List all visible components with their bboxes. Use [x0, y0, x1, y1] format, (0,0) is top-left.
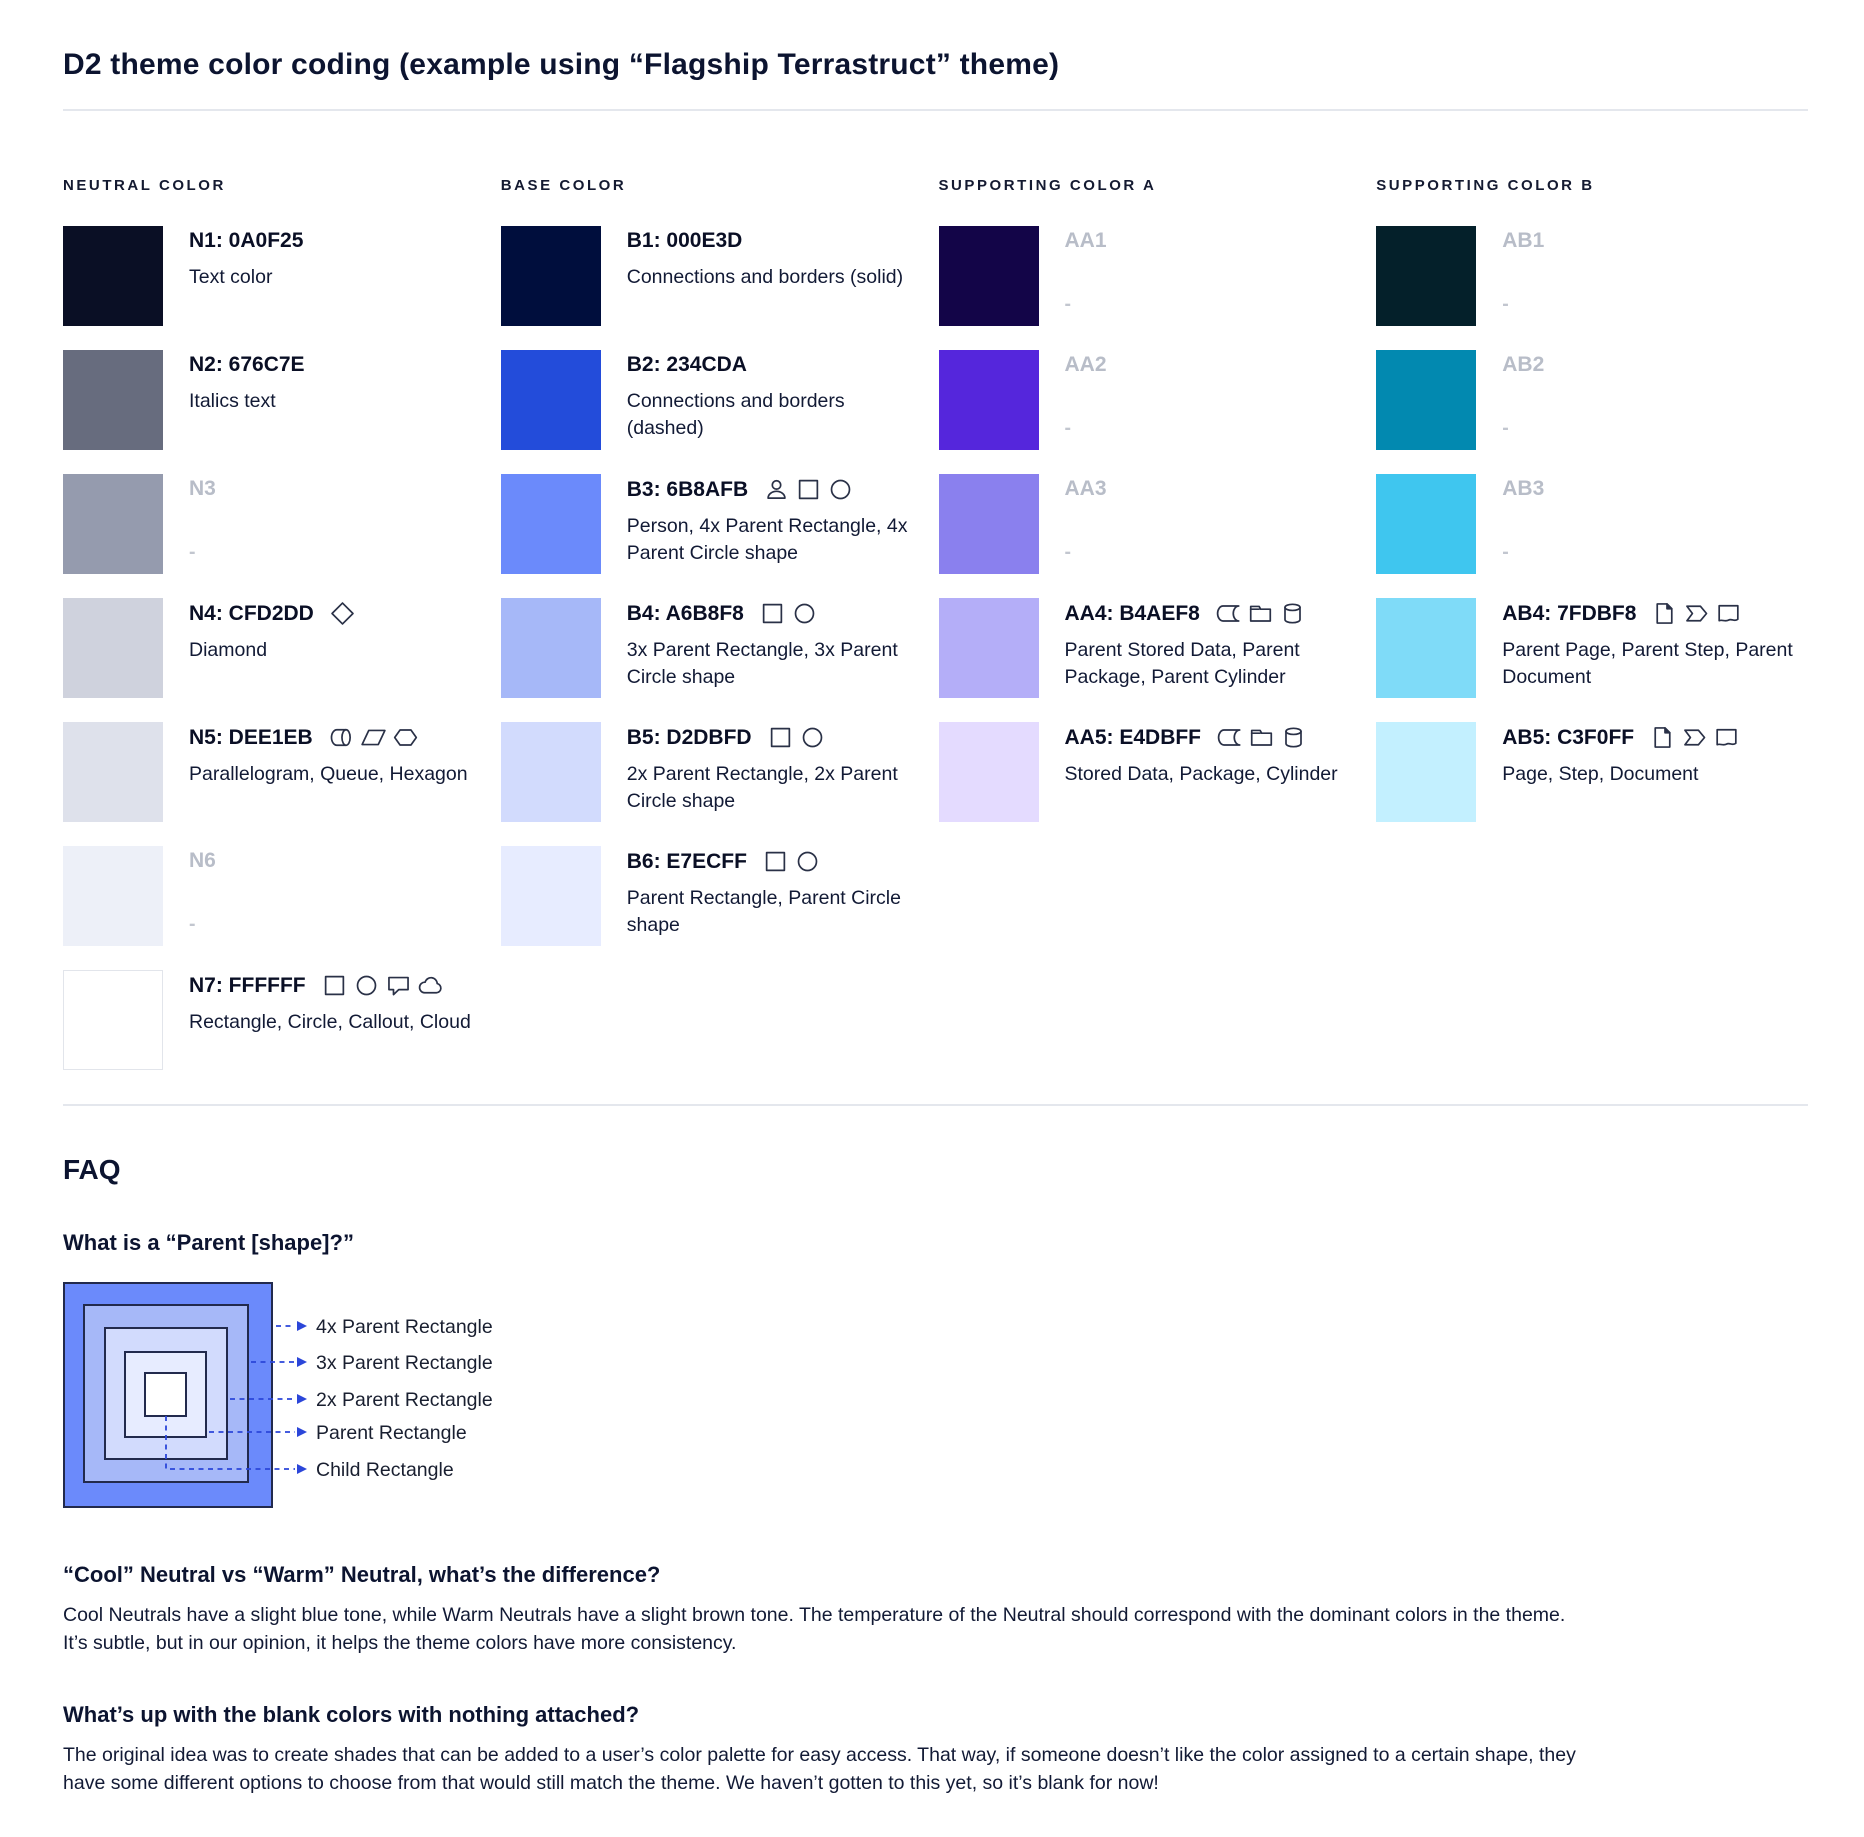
color-swatch: [501, 598, 601, 698]
color-title: B2: 234CDA: [626, 353, 747, 376]
faq-question-cool-vs-warm: “Cool” Neutral vs “Warm” Neutral, what’s the difference?: [63, 1562, 661, 1587]
step-icon: [1684, 601, 1709, 626]
color-row: [501, 722, 933, 822]
color-title: N3: [189, 477, 216, 500]
color-row-text: [189, 598, 355, 698]
faq-answer-cool-vs-warm: Cool Neutrals have a slight blue tone, while Warm Neutrals have a slight brown tone. The temperature of the Neutral should correspond with the dominant colors in the theme. It’s subtle, but in our opinion, it helps the theme colors have more consistency.: [63, 1604, 1566, 1655]
parallelogram-icon: [361, 725, 386, 750]
color-desc: Person, 4x Parent Rectangle, 4x Parent Circle shape: [626, 515, 908, 565]
icon-row: [322, 973, 443, 998]
column-heading: SUPPORTING COLOR B: [1376, 177, 1595, 194]
color-desc: Rectangle, Circle, Callout, Cloud: [189, 1011, 471, 1033]
color-desc: -: [1064, 417, 1071, 439]
color-row-text: [1502, 226, 1560, 326]
color-row: [939, 722, 1371, 822]
color-row-text: [627, 598, 927, 698]
column-heading: BASE COLOR: [500, 177, 627, 194]
palette-grid: [63, 177, 1808, 1094]
color-desc: Parallelogram, Queue, Hexagon: [189, 763, 468, 785]
cylinder-icon: [1280, 601, 1305, 626]
color-swatch: [501, 846, 601, 946]
color-row: [939, 226, 1371, 326]
color-title: AB2: [1502, 353, 1545, 376]
color-desc: Parent Page, Parent Step, Parent Document: [1502, 639, 1793, 689]
color-desc: Text color: [189, 266, 273, 288]
palette-column: [501, 177, 933, 1094]
color-title: B5: D2DBFD: [626, 725, 752, 749]
color-row: [63, 474, 495, 574]
color-row: [63, 350, 495, 450]
icon-row: [760, 601, 817, 626]
color-row-text: [189, 722, 468, 822]
color-row-text: [627, 226, 903, 326]
color-desc: Parent Stored Data, Parent Package, Parent Cylinder: [1064, 639, 1300, 689]
color-row-text: [627, 350, 927, 450]
color-swatch: [63, 226, 163, 326]
color-swatch: [63, 350, 163, 450]
nested-rectangles-figure: [63, 1282, 543, 1518]
color-row-text: [189, 970, 471, 1070]
color-desc: Connections and borders (dashed): [626, 390, 845, 440]
column-items: [1376, 226, 1808, 822]
color-desc: -: [1502, 541, 1509, 563]
diagram-label: 2x Parent Rectangle: [316, 1389, 493, 1411]
color-title: B1: 000E3D: [626, 229, 743, 252]
color-desc: 3x Parent Rectangle, 3x Parent Circle shape: [626, 639, 898, 689]
diagram-label: Child Rectangle: [316, 1459, 454, 1481]
color-row: [501, 474, 933, 574]
cloud-icon: [418, 973, 443, 998]
color-row: [1376, 226, 1808, 326]
color-title: B3: 6B8AFB: [626, 477, 749, 501]
color-swatch: [63, 846, 163, 946]
color-title: AA4: B4AEF8: [1064, 601, 1200, 625]
circle-icon: [792, 601, 817, 626]
faq-question-blank-colors: What’s up with the blank colors with nothing attached?: [63, 1701, 640, 1727]
color-row: [501, 226, 933, 326]
color-row-text: [1065, 598, 1365, 698]
package-icon: [1248, 601, 1273, 626]
palette-column: [63, 177, 495, 1094]
color-row-text: [1065, 226, 1123, 326]
rectangle-icon: [796, 477, 821, 502]
column-heading: SUPPORTING COLOR A: [938, 177, 1157, 194]
color-row-text: [189, 474, 232, 574]
icon-row: [764, 477, 853, 502]
palette-column: [1376, 177, 1808, 1094]
color-desc: -: [1064, 293, 1071, 315]
color-row: [939, 474, 1371, 574]
diagram-label: Parent Rectangle: [316, 1422, 467, 1444]
person-icon: [764, 477, 789, 502]
rectangle-icon: [768, 725, 793, 750]
divider: [63, 1104, 1808, 1106]
color-row-text: [1502, 598, 1802, 698]
icon-row: [763, 849, 820, 874]
column-items: [939, 226, 1371, 822]
color-row: [63, 846, 495, 946]
color-title: N5: DEE1EB: [189, 725, 313, 749]
color-row-text: [1502, 474, 1560, 574]
cylinder-icon: [1281, 725, 1306, 750]
color-swatch: [1376, 226, 1476, 326]
color-title: AB4: 7FDBF8: [1502, 601, 1637, 625]
color-desc: -: [1502, 293, 1509, 315]
icon-row: [1217, 725, 1306, 750]
color-row-text: [1502, 722, 1739, 822]
diagram-label: 3x Parent Rectangle: [316, 1352, 493, 1374]
color-row: [63, 226, 495, 326]
rectangle-icon: [763, 849, 788, 874]
color-row: [1376, 722, 1808, 822]
color-row: [939, 350, 1371, 450]
color-desc: Page, Step, Document: [1502, 763, 1699, 785]
color-row-text: [627, 474, 927, 574]
color-title: AA1: [1064, 229, 1107, 252]
color-row-text: [189, 226, 319, 326]
color-row-text: [1065, 350, 1123, 450]
color-swatch: [1376, 598, 1476, 698]
color-swatch: [63, 722, 163, 822]
color-title: N7: FFFFFF: [189, 973, 306, 997]
page-icon: [1652, 601, 1677, 626]
color-title: N1: 0A0F25: [189, 229, 304, 252]
color-title: AA2: [1064, 353, 1107, 376]
color-desc: Parent Rectangle, Parent Circle shape: [626, 887, 901, 937]
color-title: B6: E7ECFF: [626, 849, 747, 873]
color-title: AA3: [1064, 477, 1107, 500]
faq-answer-blank-colors: The original idea was to create shades that can be added to a user’s color palette for easy access. That way, if someone doesn’t like the color assigned to a certain shape, they have some different options to choose from that would still match the theme. We haven’t gotten to this yet, so it’s blank for now!: [63, 1743, 1576, 1794]
rectangle-icon: [322, 973, 347, 998]
circle-icon: [795, 849, 820, 874]
diamond-icon: [330, 601, 355, 626]
queue-icon: [329, 725, 354, 750]
faq-heading: FAQ: [63, 1154, 121, 1185]
color-title: N4: CFD2DD: [189, 601, 314, 625]
color-row-text: [1065, 722, 1338, 822]
rectangle-icon: [760, 601, 785, 626]
faq-question-parent-shape: What is a “Parent [shape]?”: [63, 1230, 354, 1255]
color-title: AA5: E4DBFF: [1064, 725, 1202, 749]
page-icon: [1650, 725, 1675, 750]
color-swatch: [501, 226, 601, 326]
divider: [63, 109, 1808, 111]
color-swatch: [63, 474, 163, 574]
color-row: [63, 970, 495, 1070]
color-desc: Connections and borders (solid): [626, 266, 904, 288]
color-swatch: [63, 970, 163, 1070]
icon-row: [1650, 725, 1739, 750]
color-title: N6: [189, 849, 216, 872]
color-desc: -: [1064, 541, 1071, 563]
stored-data-icon: [1216, 601, 1241, 626]
color-title: AB3: [1502, 477, 1545, 500]
column-items: [63, 226, 495, 1070]
color-row: [1376, 474, 1808, 574]
diagram-arrowheads: [297, 1321, 307, 1474]
color-row-text: [189, 846, 232, 946]
circle-icon: [354, 973, 379, 998]
color-swatch: [939, 350, 1039, 450]
color-desc: 2x Parent Rectangle, 2x Parent Circle shape: [626, 763, 898, 813]
color-row: [501, 350, 933, 450]
document-icon: [1714, 725, 1739, 750]
circle-icon: [828, 477, 853, 502]
color-row: [501, 846, 933, 946]
page-title: D2 theme color coding (example using “Flagship Terrastruct” theme): [63, 48, 1060, 81]
stored-data-icon: [1217, 725, 1242, 750]
color-row: [501, 598, 933, 698]
circle-icon: [800, 725, 825, 750]
color-swatch: [939, 598, 1039, 698]
color-row: [63, 598, 495, 698]
color-desc: Diamond: [189, 639, 268, 661]
color-swatch: [63, 598, 163, 698]
document-icon: [1716, 601, 1741, 626]
hexagon-icon: [393, 725, 418, 750]
icon-row: [330, 601, 355, 626]
color-swatch: [939, 722, 1039, 822]
color-swatch: [501, 350, 601, 450]
color-swatch: [1376, 722, 1476, 822]
color-swatch: [939, 226, 1039, 326]
color-row: [63, 722, 495, 822]
diagram-layer-child: [145, 1373, 186, 1416]
color-title: B4: A6B8F8: [626, 601, 744, 625]
color-row-text: [627, 722, 927, 822]
icon-row: [768, 725, 825, 750]
color-row-text: [189, 350, 321, 450]
color-row: [1376, 350, 1808, 450]
color-swatch: [501, 474, 601, 574]
color-title: AB1: [1502, 229, 1545, 252]
color-title: N2: 676C7E: [189, 353, 305, 376]
color-desc: -: [189, 541, 196, 563]
color-row: [1376, 598, 1808, 698]
color-desc: -: [1502, 417, 1509, 439]
step-icon: [1682, 725, 1707, 750]
icon-row: [329, 725, 418, 750]
color-title: AB5: C3F0FF: [1502, 725, 1635, 749]
color-desc: Italics text: [189, 390, 276, 412]
color-row-text: [1502, 350, 1560, 450]
callout-icon: [386, 973, 411, 998]
color-row: [939, 598, 1371, 698]
column-items: [501, 226, 933, 946]
column-heading: NEUTRAL COLOR: [63, 177, 226, 194]
color-row-text: [1065, 474, 1123, 574]
color-swatch: [939, 474, 1039, 574]
color-swatch: [1376, 350, 1476, 450]
color-desc: Stored Data, Package, Cylinder: [1064, 763, 1338, 785]
palette-column: [939, 177, 1371, 1094]
color-swatch: [1376, 474, 1476, 574]
icon-row: [1216, 601, 1305, 626]
diagram-label: 4x Parent Rectangle: [316, 1316, 493, 1338]
color-swatch: [501, 722, 601, 822]
color-row-text: [627, 846, 927, 946]
parent-shape-diagram: [63, 1282, 1808, 1518]
color-desc: -: [189, 913, 196, 935]
icon-row: [1652, 601, 1741, 626]
package-icon: [1249, 725, 1274, 750]
